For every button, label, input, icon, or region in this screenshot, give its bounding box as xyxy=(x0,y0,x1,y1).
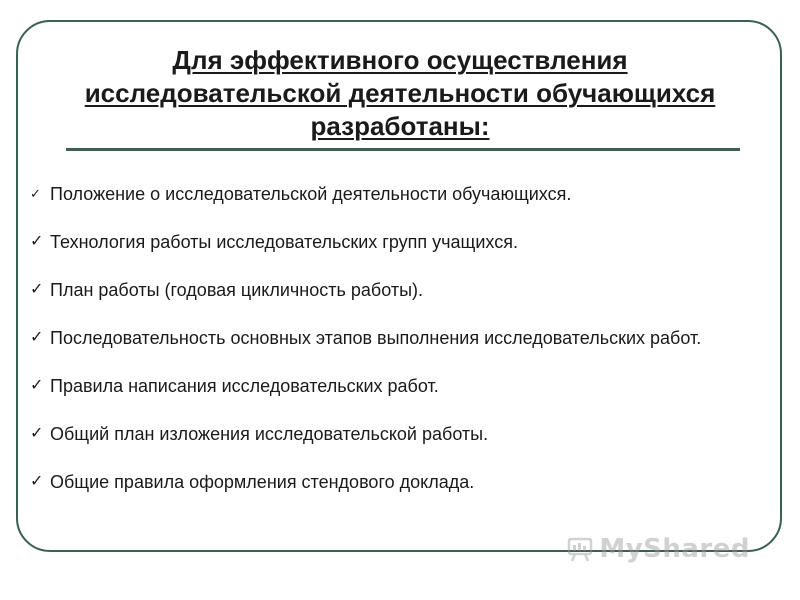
myshared-logo-icon xyxy=(567,535,595,563)
list-item-text: Общий план изложения исследовательской работы. xyxy=(50,424,489,444)
slide-title xyxy=(30,44,770,143)
list-item-text: Технология работы исследовательских групп учащихся. xyxy=(50,232,518,252)
list-item-text: Общие правила оформления стендового доклада. xyxy=(50,472,475,492)
title-line-2: исследовательской деятельности обучающихся xyxy=(84,78,716,108)
watermark xyxy=(567,534,750,564)
list-item-text: План работы (годовая цикличность работы). xyxy=(50,280,424,300)
list-item xyxy=(30,320,782,368)
title-divider xyxy=(66,148,740,151)
checkmark-icon: ✓ xyxy=(30,473,44,490)
list-item xyxy=(30,368,782,416)
watermark-text: MyShared xyxy=(599,534,750,564)
checklist xyxy=(30,176,782,512)
list-item-text: Последовательность основных этапов выполнения исследовательских работ. xyxy=(50,328,702,348)
list-item xyxy=(30,224,782,272)
checkmark-icon: ✓ xyxy=(30,281,44,298)
checkmark-icon: ✓ xyxy=(30,377,44,394)
list-item xyxy=(30,176,782,224)
list-item xyxy=(30,272,782,320)
title-line-1: Для эффективного осуществления xyxy=(172,45,628,75)
checkmark-icon: ✓ xyxy=(30,233,44,250)
title-line-3: разработаны: xyxy=(310,111,490,141)
list-item xyxy=(30,464,782,512)
checkmark-icon: ✓ xyxy=(30,186,41,201)
checkmark-icon: ✓ xyxy=(30,425,44,442)
checkmark-icon: ✓ xyxy=(30,329,44,346)
list-item xyxy=(30,416,782,464)
list-item-text: Правила написания исследовательских работ. xyxy=(50,376,439,396)
list-item-text: Положение о исследовательской деятельности обучающихся. xyxy=(50,184,572,204)
